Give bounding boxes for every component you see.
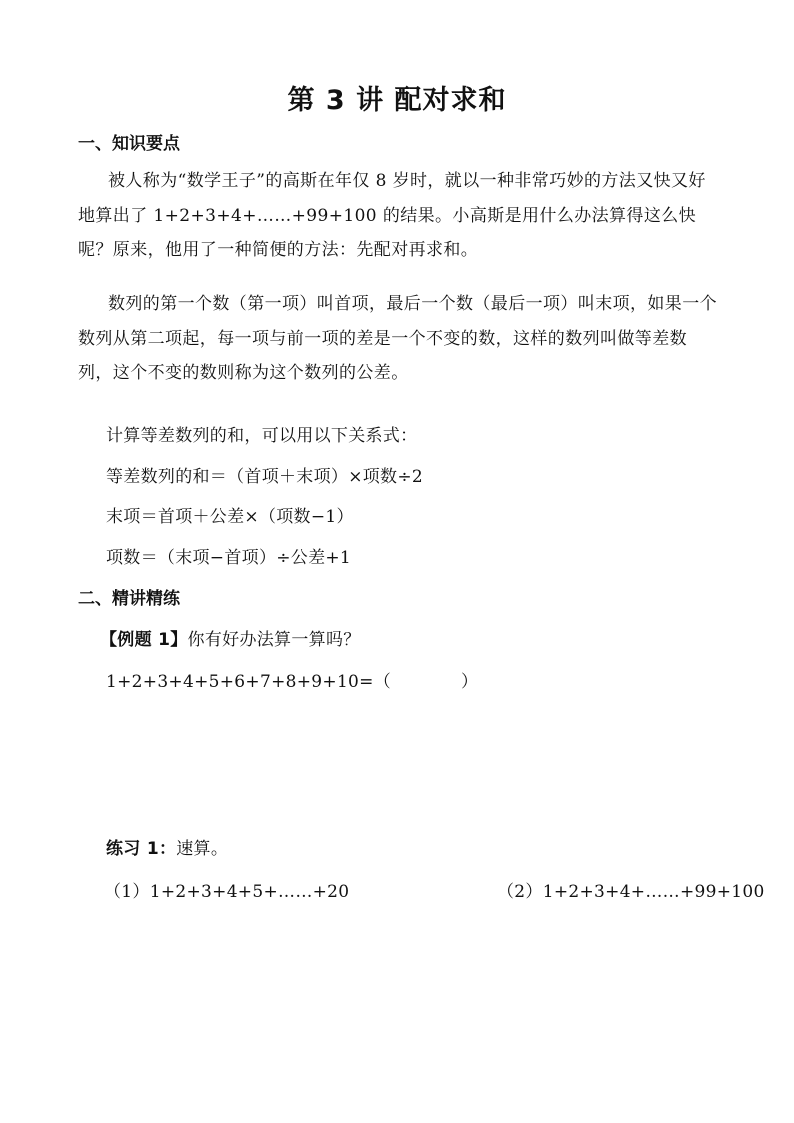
page-title: 第 3 讲 配对求和	[287, 85, 507, 116]
example-label: 【例题 1】	[100, 630, 188, 650]
paragraph-sequence-definition: 数列的第一个数（第一项）叫首项，最后一个数（最后一项）叫末项，如果一个数列从第二项起，每一项与前一项的差是一个不变的数，这样的数列叫做等差数列，这个不变的数则称为这个数列的公差。	[78, 294, 717, 383]
formula-intro: 计算等差数列的和，可以用以下关系式：	[106, 426, 418, 446]
example-expression-text: 1+2+3+4+5+6+7+8+9+10=（	[106, 672, 392, 692]
formula-term-count: 项数＝（末项−首项）÷公差+1	[106, 548, 352, 568]
formula-last-term: 末项＝首项＋公差×（项数−1）	[106, 507, 354, 527]
practice-1	[106, 834, 228, 859]
example-question: 你有好办法算一算吗？	[187, 630, 361, 650]
practice-instruction: 速算。	[176, 839, 229, 859]
practice-item-2: （2）1+2+3+4+……+99+100	[497, 882, 765, 902]
paragraph-gauss-story: 被人称为“数学王子”的高斯在年仅 8 岁时，就以一种非常巧妙的方法又快又好地算出了 1+2+3+4+……+99+100 的结果。小高斯是用什么办法算得这么快呢？原来，他用了一种简便的方法：先配对再求和。	[78, 171, 706, 260]
formula-sum: 等差数列的和＝（首项＋末项）×项数÷2	[106, 467, 424, 487]
section-heading-knowledge: 一、知识要点	[78, 134, 180, 154]
practice-label: 练习 1：	[106, 839, 177, 859]
example-expression	[106, 667, 478, 692]
practice-item-1: （1）1+2+3+4+5+……+20	[104, 882, 350, 902]
example-1	[100, 625, 361, 650]
example-expression-close: ）	[461, 672, 479, 692]
section-heading-practice: 二、精讲精练	[78, 589, 180, 609]
